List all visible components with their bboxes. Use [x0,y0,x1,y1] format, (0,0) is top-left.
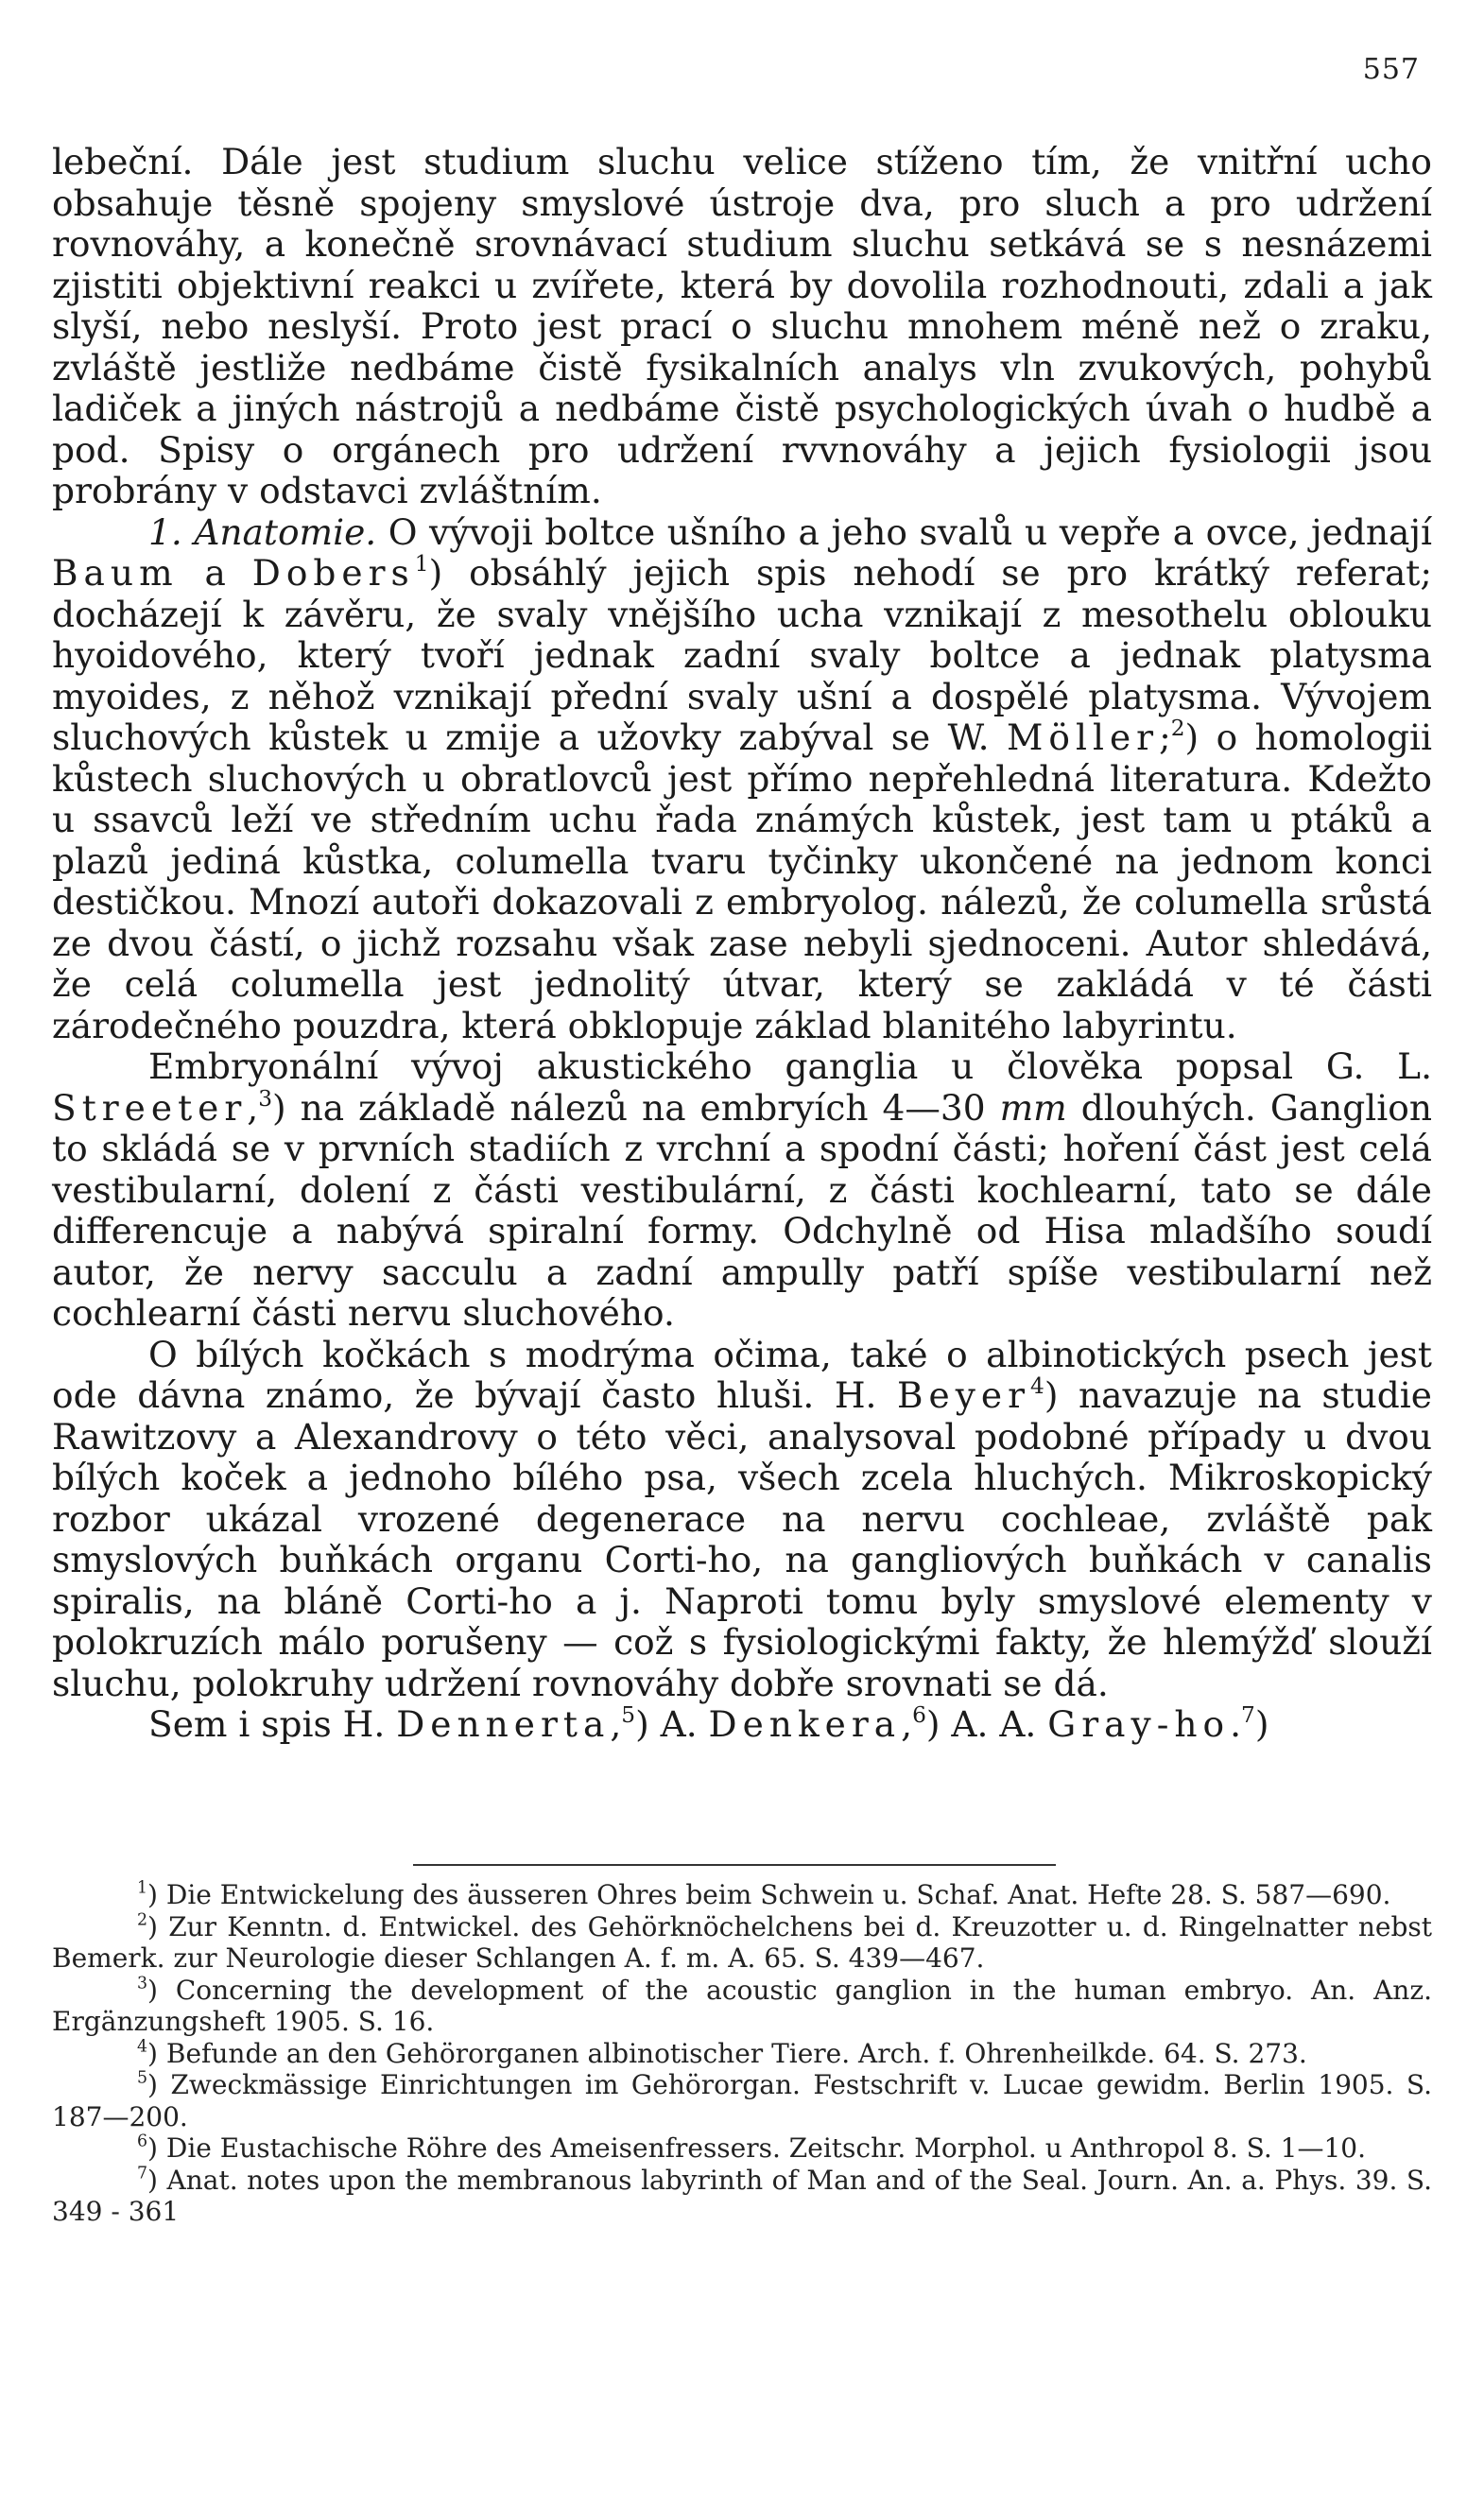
text-run: ) [1254,1703,1269,1745]
text-run: ) A. A. [925,1703,1048,1745]
footnote-4 [52,2038,1432,2070]
paragraph-anatomy [52,512,1432,1047]
text-run: O vývoji boltce ušního a jeho svalů u vepře a ovce, jednají [376,510,1433,553]
text-run: . [1230,1703,1242,1745]
author-name: Möller [1006,716,1160,758]
footnote-text: ) Concerning the development of the acoustic ganglion in the human embryo. An. Anz. Ergänzungsheft 1905. S. 16. [52,1974,1432,2037]
paragraph-ganglion [52,1046,1432,1335]
footnote-text: ) Anat. notes upon the membranous labyrinth of Man and of the Seal. Journ. An. a. Phys. 39. S. 349 - 361 [52,2164,1432,2227]
footnote-mark: 7 [137,2164,148,2183]
paragraph-intro: lebeční. Dále jest studium sluchu velice stíženo tím, že vnitřní ucho obsahuje těsně spojeny smyslové ústroje dva, pro sluch a pro udržení rovnováhy, a konečně srovnávací studium sluchu setkává se s nesnázemi zjistiti objektivní reakci u zvířete, která by dovolila rozhodnouti, zdali a jak slyší, nebo neslyší. Proto jest prací o sluchu mnohem méně než o zraku, zvláště jestliže nedbáme čistě fysikalních analys vln zvukových, pohybů ladiček a jiných nástrojů a nedbáme čistě psychologických úvah o hudbě a pod. Spisy o orgánech pro udržení rvvnováhy a jejich fysiologii jsou probrány v odstavci zvláštním. [52,141,1432,511]
article-body [52,142,1432,1746]
text-run: , [901,1703,913,1745]
author-name: Dobers [251,552,415,594]
footnote-ref[interactable]: 1 [414,550,429,577]
footnote-text: ) Zweckmässige Einrichtungen im Gehörorgan. Festschrift v. Lucae gewidm. Berlin 1905. S. 187—200. [52,2069,1432,2132]
page-number: 557 [1362,53,1420,86]
footnote-3 [52,1975,1432,2038]
author-name: Gray-ho [1047,1703,1231,1745]
footnote-mark: 2 [137,1910,148,1930]
text-run: , [247,1086,259,1129]
footnote-divider [413,1864,1056,1866]
footnote-ref[interactable]: 3 [258,1085,272,1112]
author-name: Dennerta [396,1703,611,1745]
text-run: O bílých kočkách s modrýma očima, také o albinotických psech jest ode dávna známo, že bývají často hluši. H. [52,1333,1432,1416]
footnotes [52,1879,1432,2228]
footnote-1 [52,1879,1432,1911]
footnote-mark: 4 [137,2037,148,2057]
footnote-mark: 6 [137,2132,148,2151]
text-run: ; [1159,716,1171,758]
text-run: , [610,1703,622,1745]
footnote-text: ) Befunde an den Gehörorganen albinotischer Tiere. Arch. f. Ohrenheilkde. 64. S. 273. [147,2037,1307,2069]
footnote-5 [52,2069,1432,2132]
footnote-7 [52,2165,1432,2228]
author-name: Beyer [896,1374,1031,1416]
footnote-6 [52,2132,1432,2165]
text-run: ) obsáhlý jejich spis nehodí se pro krátký referat; docházejí k závěru, že svaly vnějšího ucha vznikají z mesothelu oblouku hyoidového, který tvoří jednak zadní svaly boltce a jednak platysma myoides, z něhož vznikají přední svaly ušní a dospělé platysma. Vývojem sluchových kůstek u zmije a užovky zabýval se W. [52,552,1433,758]
footnote-2 [52,1911,1432,1975]
footnote-ref[interactable]: 6 [912,1701,926,1728]
section-heading-anatomy: 1. Anatomie. [148,510,377,553]
text-run: a [178,552,252,594]
footnote-ref[interactable]: 4 [1030,1372,1044,1399]
text-run: ) o homologii kůstech sluchových u obratlovců jest přímo nepřehledná literatura. Kdežto u ssavců leží ve středním uchu řada známých kůstek, jest tam u ptáků a plazů jediná kůstka, columella tvaru tyčinky ukončené na jednom konci destičkou. Mnozí autoři dokazovali z embryolog. nálezů, že columella srůstá ze dvou částí, o jichž rozsahu však zase nebyli sjednoceni. Autor shledává, že celá columella jest jednolitý útvar, který se zakládá v té části zárodečného pouzdra, která obklopuje základ blanitého labyrintu. [52,716,1432,1046]
paragraph-references [52,1701,1432,1746]
text-run: dlouhých. Ganglion to skládá se v prvních stadiích z vrchní a spodní části; hoření část jest celá vestibularní, dolení z části vestibulární, z části kochlearní, tato se dále differencuje a nabývá spiralní formy. Odchylně od Hisa mladšího soudí autor, že nervy sacculu a zadní ampully patří spíše vestibularní než cochlearní části nervu sluchového. [52,1086,1433,1334]
footnote-ref[interactable]: 5 [621,1701,636,1728]
footnote-text: ) Die Entwickelung des äusseren Ohres beim Schwein u. Schaf. Anat. Hefte 28. S. 587—690. [147,1879,1391,1910]
text-run: Sem i spis H. [148,1703,397,1745]
unit-mm: mm [999,1086,1067,1129]
text-run: Embryonální vývoj akustického ganglia u člověka popsal G. L. [148,1045,1432,1087]
text-run: ) A. [635,1703,709,1745]
footnote-ref[interactable]: 2 [1170,715,1185,741]
author-name: Baum [52,552,179,594]
text-run: ) navazuje na studie Rawitzovy a Alexandrovy o této věci, analysoval podobné případy u dvou bílých koček a jednoho bílého psa, všech zcela hluchých. Mikroskopický rozbor ukázal vrozené degenerace na nervu cochleae, zvláště pak smyslových buňkách organu Corti-ho, na gangliových buňkách v canalis spiralis, na bláně Corti-ho a j. Naproti tomu byly smyslové elementy v polokruzích málo porušeny — což s fysiologickými fakty, že hlemýžď slouží sluchu, polokruhy udržení rovnováhy dobře srovnati se dá. [52,1374,1432,1704]
footnote-mark: 5 [137,2068,148,2088]
footnote-text: ) Die Eustachische Röhre des Ameisenfressers. Zeitschr. Morphol. u Anthropol 8. S. 1—10. [147,2132,1367,2164]
footnote-mark: 3 [137,1974,148,1994]
footnote-text: ) Zur Kenntn. d. Entwickel. des Gehörknöchelchens bei d. Kreuzotter u. d. Ringelnatter nebst Bemerk. zur Neurologie dieser Schlangen A. f. m. A. 65. S. 439—467. [52,1910,1432,1974]
footnote-mark: 1 [137,1878,148,1898]
text-run: ) na základě nálezů na embryích 4—30 [271,1086,1000,1129]
paragraph-albino [52,1335,1432,1705]
footnote-ref[interactable]: 7 [1241,1701,1255,1728]
author-name: Streeter [52,1086,248,1129]
author-name: Denkera [708,1703,902,1745]
